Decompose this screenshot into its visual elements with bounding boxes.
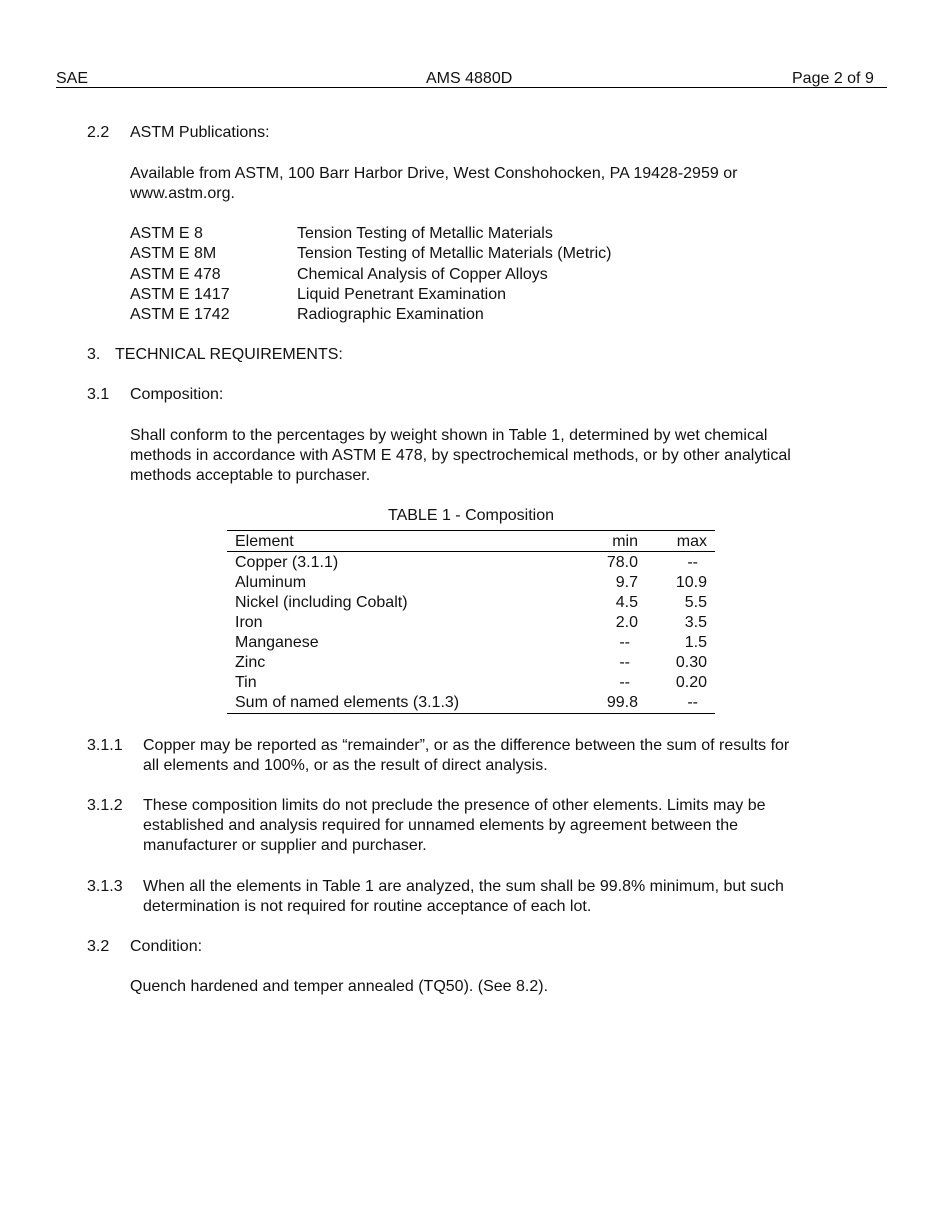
table-cell-max: --	[687, 694, 698, 711]
reference-title: Radiographic Examination	[297, 306, 484, 323]
table-cell-element: Tin	[235, 674, 257, 691]
composition-text-line: methods acceptable to purchaser.	[130, 467, 371, 484]
section-3-1-number: 3.1	[87, 386, 110, 403]
reference-code: ASTM E 1417	[130, 286, 230, 303]
composition-text-line: Shall conform to the percentages by weight shown in Table 1, determined by wet chemical	[130, 427, 768, 444]
reference-title: Tension Testing of Metallic Materials (Metric)	[297, 245, 612, 262]
section-3-1-2-text-line: established and analysis required for unnamed elements by agreement between the	[143, 817, 739, 834]
header-divider	[56, 87, 887, 88]
reference-code: ASTM E 8	[130, 225, 203, 242]
header-doc-number: AMS 4880D	[426, 70, 513, 87]
table-cell-max: 5.5	[684, 594, 707, 611]
table-cell-element: Nickel (including Cobalt)	[235, 594, 408, 611]
section-3-1-3-text-line: When all the elements in Table 1 are analyzed, the sum shall be 99.8% minimum, but such	[143, 878, 784, 895]
table-header-rule	[227, 551, 715, 552]
section-3-1-1-text-line: all elements and 100%, or as the result of direct analysis.	[143, 757, 548, 774]
section-3-1-3-number: 3.1.3	[87, 878, 123, 895]
composition-text-line: methods in accordance with ASTM E 478, by spectrochemical methods, or by other analytical	[130, 447, 791, 464]
section-3-1-1-text-line: Copper may be reported as “remainder”, or as the difference between the sum of results for	[143, 737, 790, 754]
table-cell-element: Zinc	[235, 654, 266, 671]
table-top-rule	[227, 530, 715, 531]
condition-text: Quench hardened and temper annealed (TQ50). (See 8.2).	[130, 978, 549, 995]
section-3-1-2-text-line: manufacturer or supplier and purchaser.	[143, 837, 427, 854]
table-cell-min: --	[619, 634, 630, 651]
table-cell-min: 9.7	[615, 574, 638, 591]
table-cell-element: Copper (3.1.1)	[235, 554, 339, 571]
table-cell-max: --	[687, 554, 698, 571]
table-header-min: min	[612, 533, 638, 550]
section-2-2-title: ASTM Publications:	[130, 124, 270, 141]
section-2-2-number: 2.2	[87, 124, 110, 141]
header-org: SAE	[56, 70, 89, 87]
table-cell-max: 1.5	[684, 634, 707, 651]
reference-title: Chemical Analysis of Copper Alloys	[297, 266, 548, 283]
section-3-1-3-text-line: determination is not required for routine acceptance of each lot.	[143, 898, 592, 915]
table-cell-max: 0.20	[675, 674, 707, 691]
table-header-element: Element	[235, 533, 294, 550]
reference-code: ASTM E 478	[130, 266, 221, 283]
section-3-1-2-text-line: These composition limits do not preclude the presence of other elements. Limits may be	[143, 797, 766, 814]
table-cell-min: --	[619, 674, 630, 691]
table-cell-max: 3.5	[684, 614, 707, 631]
table-cell-min: --	[619, 654, 630, 671]
reference-code: ASTM E 1742	[130, 306, 230, 323]
section-3-title: TECHNICAL REQUIREMENTS:	[115, 346, 343, 363]
reference-title: Tension Testing of Metallic Materials	[297, 225, 553, 242]
table-cell-max: 10.9	[675, 574, 707, 591]
section-3-2-number: 3.2	[87, 938, 110, 955]
table-cell-element: Manganese	[235, 634, 319, 651]
table-cell-element: Sum of named elements (3.1.3)	[235, 694, 460, 711]
table-cell-min: 99.8	[606, 694, 638, 711]
table-cell-min: 4.5	[615, 594, 638, 611]
table-cell-max: 0.30	[675, 654, 707, 671]
table-bottom-rule	[227, 713, 715, 714]
section-3-1-2-number: 3.1.2	[87, 797, 123, 814]
section-3-2-title: Condition:	[130, 938, 203, 955]
header-page-number: Page 2 of 9	[792, 70, 874, 87]
section-3-1-1-number: 3.1.1	[87, 737, 123, 754]
section-3-number: 3.	[87, 346, 101, 363]
astm-availability-line-1: Available from ASTM, 100 Barr Harbor Drive, West Conshohocken, PA 19428-2959 or	[130, 165, 738, 182]
table-cell-min: 2.0	[615, 614, 638, 631]
table-cell-element: Aluminum	[235, 574, 307, 591]
table-header-max: max	[676, 533, 707, 550]
reference-title: Liquid Penetrant Examination	[297, 286, 507, 303]
table-cell-min: 78.0	[606, 554, 638, 571]
table-cell-element: Iron	[235, 614, 263, 631]
table-caption: TABLE 1 - Composition	[388, 507, 554, 524]
section-3-1-title: Composition:	[130, 386, 224, 403]
reference-code: ASTM E 8M	[130, 245, 217, 262]
astm-availability-line-2: www.astm.org.	[130, 185, 235, 202]
